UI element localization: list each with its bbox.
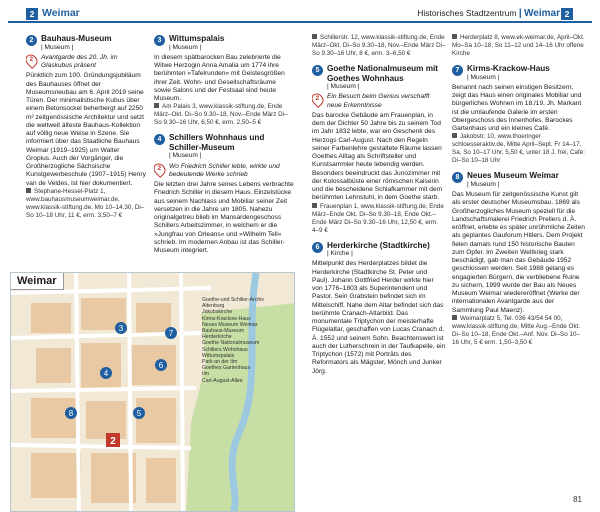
pin-icon: 2 <box>154 161 168 178</box>
pin-icon: 2 <box>312 91 326 108</box>
entry-category: | Kirche | <box>327 250 353 257</box>
map-label-list <box>202 297 290 384</box>
entry-category: | Museum | <box>327 83 360 90</box>
svg-text:5: 5 <box>136 409 142 418</box>
entry-tip: Ein Besuch beim Genius verschafft neue Erkenntnisse <box>327 93 430 109</box>
entry-body: Das barocke Gebäude am Frauenplan, in dem der Dichter 50 Jahre bis zu seinem Tod im Jahr 1832 lebte, war ein Geschenk des Herzogs Carl-August. Nach den Regeln seiner Farbenlehre gestaltete Räume lassen Goethes Alltag als Schriftsteller und Kunstsammler heute lebendig werden. Besonders beeindruckt das Junozimmer mit der Kolossalbüste einer römischen Kaiserin und die bescheidene Schlafkammer mit dem berühmten Lehnstuhl, in dem Goethe starb. <box>312 111 443 202</box>
column-1 <box>26 34 146 274</box>
entry-category: | Museum | <box>467 180 500 188</box>
herder-info-continued: Herderplatz 8, www.ek-weimar.de, April–Okt. Mo–Sa 10–18, So 11–12 und 14–16 Uhr offene Kirche <box>452 34 585 57</box>
entry-title: Schillers Wohnhaus und Schiller-Museum <box>169 133 265 152</box>
entry-number: 4 <box>154 134 165 145</box>
entry-number: 7 <box>452 65 463 76</box>
map-label: Park an der Ilm <box>202 359 238 366</box>
map-label: Wittumspalais <box>202 352 235 359</box>
entry-info: Jakobstr. 10, www.thoeringer schloesseraktiv.de, Mitte April–Sept. Fr 14–17, Sa, So 10–17 Uhr, 5,50 €, unter 18 J. frei, Café: Di–So 10–18 Uhr <box>452 133 586 165</box>
map-label: Goethe-und Schiller-Archiv <box>202 297 264 303</box>
map-label: Jakobskirche <box>202 309 233 316</box>
page-section-badge-right: 2 <box>561 8 573 20</box>
entry-number: 8 <box>452 172 463 183</box>
entry-title: Goethe Nationalmuseum mit Goethes Wohnhaus <box>327 64 439 83</box>
map-label: Altenburg <box>202 303 225 310</box>
entry-bauhaus <box>26 34 146 220</box>
entry-number: 3 <box>154 35 165 46</box>
svg-text:6: 6 <box>158 361 164 370</box>
entry-goethe <box>312 64 446 235</box>
map-label: Kirms-Krackow-Haus <box>202 315 251 322</box>
entry-category: | Museum | <box>169 43 202 51</box>
entry-title: Kirms-Krackow-Haus <box>467 64 550 73</box>
entry-body: Die letzten drei Jahre seines Lebens verbrachte Friedrich Schiller in diesem Haus. Einzelstücke aus seinem Nachlass und Mobiliar seiner Zeit versetzen in die Jahre um 1805. Nahezu originalgetreu blieb im Mansardengeschoss Schillers Arbeitszimmer, in welchem er die »Jungfrau von Orleans« und »Wilhelm Tell« schrieb. Im modernen Anbau ist das Schiller-Museum integriert. <box>154 181 294 254</box>
svg-text:2: 2 <box>110 436 116 447</box>
entry-category: | Museum | <box>467 73 500 81</box>
entry-body: Benannt nach seinen einstigen Besitzern, zeigt das Haus einen originales Mobiliar und bürgerliches Wohnen im 18./19. Jh. Markant ist die umlaufende Galerie im ersten Obergeschoss des Innenhofes. Barockes Gartenhaus und ein kleines Café. <box>452 83 582 132</box>
info-square-icon <box>312 203 317 208</box>
entry-tip: Wo Friedrich Schiller lebte, wirkte und bedeutende Werke schrieb <box>169 162 280 178</box>
entry-schiller <box>154 133 294 255</box>
pin-icon: 2 <box>26 52 40 69</box>
map-label: Carl-August-Allee <box>202 377 243 384</box>
page-title: Weimar <box>42 7 80 19</box>
schiller-info-continued: Schillerstr. 12, www.klassik-stiftung.de, Ende März–Okt. Di–So 9.30–18, Nov.–Ende März Di–So 9.30–16 Uhr, 8 €, erm. 3–6,50 € <box>312 34 446 57</box>
info-square-icon <box>452 34 457 39</box>
entry-tip: Avantgarde des 20. Jh. im Glaskubus präsent <box>41 53 118 69</box>
map-title: Weimar <box>11 273 64 290</box>
page-section-badge-left: 2 <box>26 8 38 20</box>
entry-info: Weimarplatz 5, Tel. 036 43/54 54 00, www.klassik-stiftung.de, Mitte Aug.–Ende Okt. Di–So 10–18, Ende Okt.–Anf. Nov. Di–So 10–16 Uhr, 5 € erm. 1,50–3,50 € <box>452 314 581 346</box>
entry-body: In diesem spätbarocken Bau zelebrierte die Witwe Herzogin Anna Amalia um 1774 ihre berühmten »Tafelrunden« mit Geistesgrößen ihrer Zeit. Wohn- und Gesellschaftsräume sowie Salons und der Festsaal sind heute Museum. <box>154 53 285 102</box>
entry-title: Wittumspalais <box>169 34 225 43</box>
svg-text:7: 7 <box>168 329 174 338</box>
entry-wittumspalais <box>154 34 294 127</box>
info-square-icon <box>154 103 159 108</box>
entry-neues-museum <box>452 171 586 347</box>
svg-text:3: 3 <box>118 324 124 333</box>
header-rule <box>8 21 592 23</box>
entry-body: Das Museum für zeitgenössische Kunst gilt als erster deutscher Museumsbau. 1869 als Großherzogliches Museum speziell für die Landschaftsmalerei Friedrich Prellers d. Ä. eröffnet, erlebte es später unrühmliche Zeiten als geplantes Gauforum Hitlers. Dem Projekt fielen damals rund 150 historische Bauten zum Opfer. Im Zweiten Weltkrieg stark beschädigt, gab man das Gebäude 1952 geschlossen werden. Seit 1988 gelang es engagierten Bürgern, die verbliebene Ruine zu sichern, 1999 wurde der Bau als Neues Museum Weimar wiedereröffnet (Werke der internationalen Avantgarde aus der Sammlung Paul Maenz). <box>452 191 585 314</box>
entry-number: 5 <box>312 65 323 76</box>
info-square-icon <box>452 133 457 138</box>
map-label: Goethe Nationalmuseum <box>202 340 260 347</box>
svg-text:4: 4 <box>103 369 109 378</box>
info-square-icon <box>26 188 31 193</box>
entry-category: | Museum | <box>169 152 202 160</box>
map-label: Herderkirche <box>202 334 232 341</box>
city-map[interactable] <box>10 272 295 512</box>
entry-number: 6 <box>312 242 323 253</box>
svg-text:8: 8 <box>68 409 74 418</box>
entry-body: Mittelpunkt des Herderplatzes bildet die Herderkirche (Stadtkirche St. Peter und Paul). Johann Gottfried Herder wirkte hier von 1776–1803 als Superintendent und Pastor. Sein Grabstein befindet sich im Mittelschiff. Nahe dem Altar befindet sich das berühmte Cranach-Altarbild. Das monumentale Triptychon der meisterhafte Flügelaltar, geschaffen von Lucas Cranach d. Ä. 1552 und seinem Sohn. Beachtenswert ist auch der Lutherschrein in der Taufkapelle, ein Triptychon (1572) mit Porträts des Reformators als Mägster, Mönch und Junker Jörg. <box>312 260 446 375</box>
entry-body: Pünktlich zum 100. Gründungsjubiläum des Bauhauses öffnet der Museumsneubau am 6. April 2019 seine Türen. Der minimalistische Kubus über einem Betonsockel beherbergt auf 2250 m² zeitgenössische Architektur und setzt die weltweit älteste Bauhaus-Kollektion auf völlig neue Weise in Szene. Sie informiert über das Staatliche Bauhaus Weimar (1919–1925) um Walter Gropius. Auch der Vorgänger, die Großherzogliche Sächsische Kunstgewerbeschule (1907–1915) Henry van de Veldes, ist hier dokumentiert. <box>26 72 146 187</box>
map-label: Goethes Gartenhaus <box>202 365 251 372</box>
map-label: Bauhaus-Museum <box>202 328 245 335</box>
info-square-icon <box>452 315 457 320</box>
page-header <box>0 0 600 22</box>
map-label: Neues Museum Weimar <box>202 321 258 328</box>
entry-title: Neues Museum Weimar <box>467 171 559 181</box>
info-square-icon <box>312 34 317 39</box>
entry-number: 2 <box>26 35 37 46</box>
entry-info: Am Palais 3, www.klassik-stiftung.de, Ende März–Okt. Di–So 9.30–18, Nov.–Ende März Di–So 9.30–16 Uhr, 6,50 €, erm. 2,50–5 € <box>154 103 288 127</box>
page-number: 81 <box>573 495 582 504</box>
column-3 <box>312 34 446 504</box>
map-label: Ilm <box>202 371 209 378</box>
entry-info: Frauenplan 1, www.klassik-stiftung.de, Ende März–Ende Okt. Di–So 9.30–18, Ende Okt.–Ende März Di–So 9.30–16 Uhr, 12,50 €, erm. 4–9 € <box>312 202 444 234</box>
map-label: Schillers Wohnhaus <box>202 346 248 353</box>
entry-title: Herderkirche (Stadtkirche) <box>327 240 430 250</box>
column-2 <box>154 34 294 274</box>
entry-info: Stephane-Hessel-Platz 1, www.bauhausmuseumweimar.de, www.klassik-stiftung.de, Mo 10–14.30, Di–So 10–18 Uhr, 11 €, erm. 3,50–7 € <box>26 187 145 219</box>
column-4 <box>452 34 586 504</box>
entry-kirms-krackow <box>452 64 586 165</box>
section-title: Historisches Stadtzentrum | Weimar <box>417 8 560 19</box>
entry-herderkirche <box>312 241 446 376</box>
entry-title: Bauhaus-Museum <box>41 34 112 43</box>
entry-category: | Museum | <box>41 43 74 51</box>
city-blocks <box>31 298 176 503</box>
